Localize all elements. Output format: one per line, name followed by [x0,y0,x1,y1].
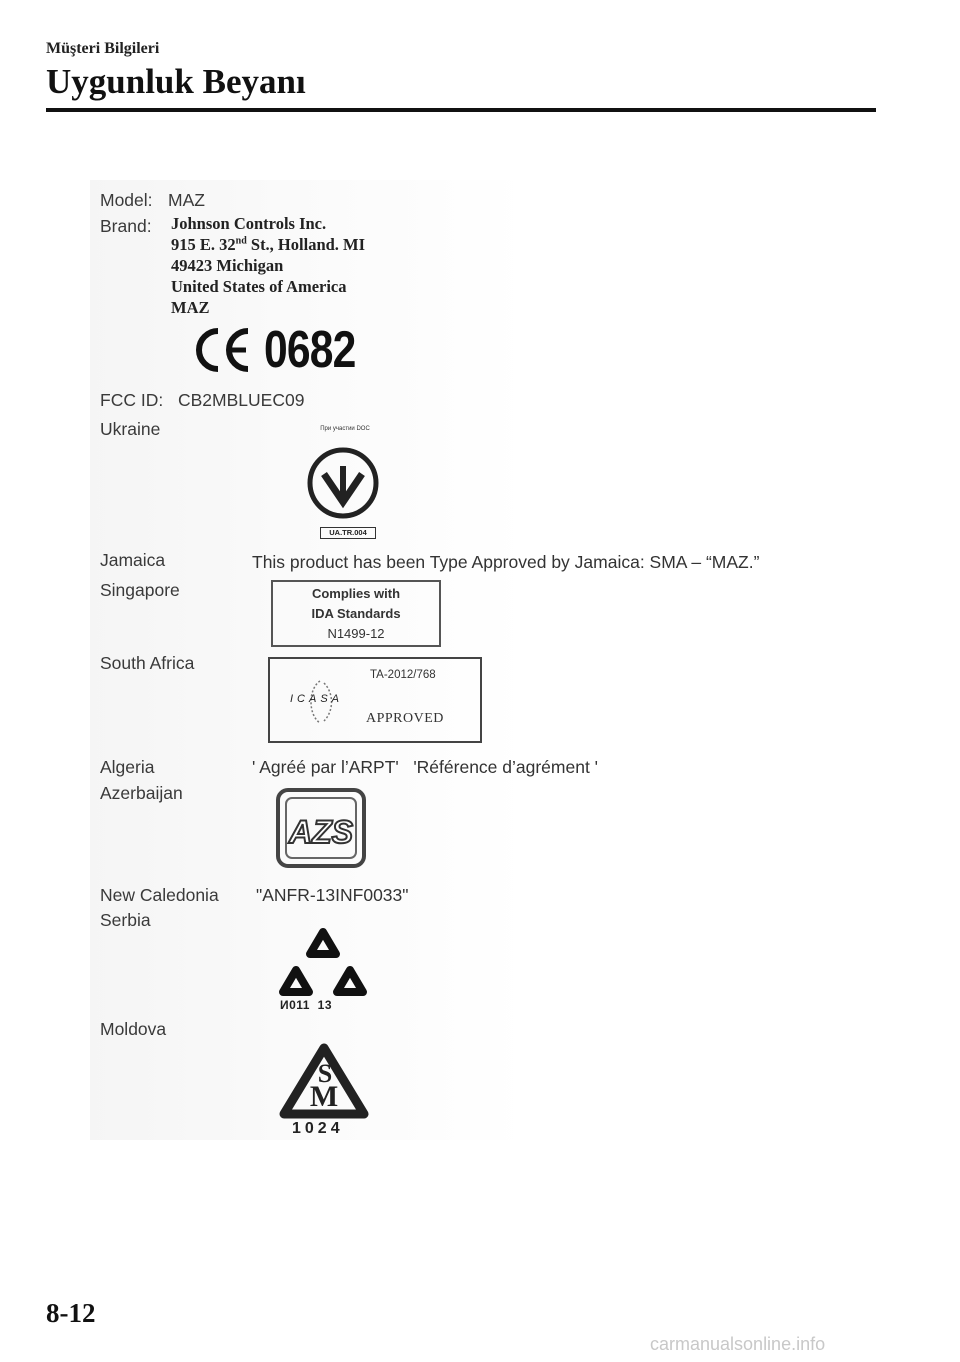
ce-number: 0682 [264,321,356,379]
ukraine-caption: При участии DOC [320,426,370,432]
svg-text:S: S [317,1059,333,1088]
svg-text:M: M [309,1080,339,1113]
ida-standards-box [271,580,441,647]
ukraine-mark [300,426,390,542]
icasa-box [268,657,482,743]
azs-logo-icon [274,786,368,870]
jamaica-text: This product has been Type Approved by Jamaica: SMA – “MAZ.” [252,552,760,572]
serbia-code: И011 13 [280,998,332,1012]
new-caledonia-label: New Caledonia [100,885,219,905]
brand-street [171,235,365,255]
page-title: Uygunluk Beyanı [46,62,306,101]
icasa-logo: ICASA [290,693,344,705]
brand-label: Brand: [100,216,152,236]
model-label: Model: [100,190,153,210]
ida-line2: IDA Standards [311,606,401,621]
ce-icon [190,325,256,375]
brand-street-prefix: 915 E. 32 [171,235,236,254]
site-watermark: carmanualsonline.info [650,1334,826,1354]
new-caledonia-text: "ANFR-13INF0033" [256,885,409,905]
title-divider [46,108,876,112]
brand-country: United States of America [171,277,347,296]
page-number: 8-12 [46,1298,96,1328]
ukraine-conformity-icon [300,436,390,526]
model-value: MAZ [168,190,205,210]
moldova-code: 1024 [292,1120,344,1137]
ce-mark [190,322,376,378]
singapore-label: Singapore [100,580,180,600]
brand-street-sup: nd [235,235,247,247]
serbia-label: Serbia [100,910,151,930]
ida-line3: N1499-12 [327,626,385,641]
ukraine-code: UA.TR.004 [320,527,376,539]
svg-text:AZS: AZS [289,814,353,850]
moldova-sm-icon [276,1042,372,1122]
brand-model: MAZ [171,298,210,317]
brand-company: Johnson Controls Inc. [171,214,327,233]
south-africa-label: South Africa [100,653,195,673]
icasa-approved: APPROVED [366,711,444,726]
brand-city: 49423 Michigan [171,256,284,275]
moldova-label: Moldova [100,1019,167,1039]
ida-line1: Complies with [311,586,401,601]
brand-street-suffix: St., Holland. MI [246,235,366,254]
jamaica-label: Jamaica [100,550,166,570]
algeria-text: ' Agréé par l’ARPT' 'Référence d’agrément ' [252,757,599,777]
fcc-label: FCC ID: [100,390,164,410]
fcc-value: CB2MBLUEC09 [178,390,305,410]
icasa-ref: TA-2012/768 [370,669,436,681]
ukraine-label: Ukraine [100,419,161,439]
section-label: Müşteri Bilgileri [46,40,160,57]
algeria-label: Algeria [100,757,155,777]
azerbaijan-label: Azerbaijan [100,783,183,803]
